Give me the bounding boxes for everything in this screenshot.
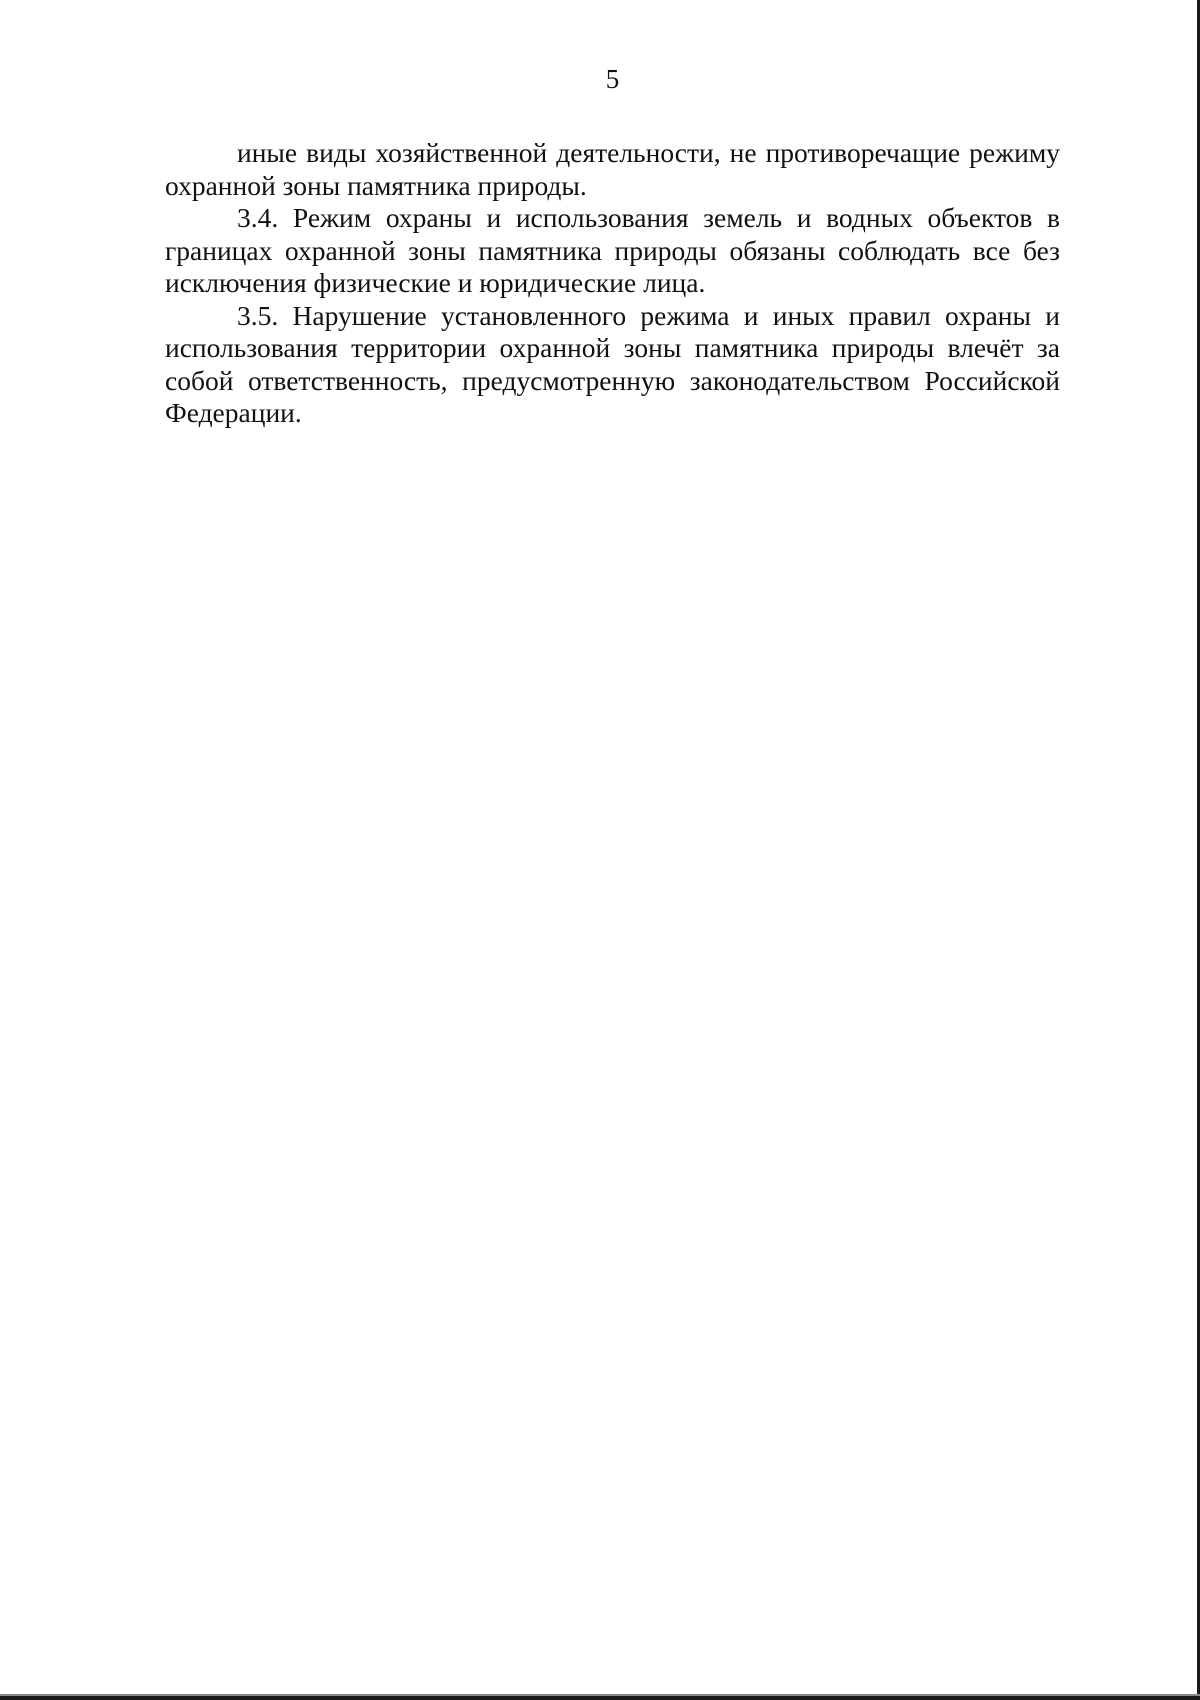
paragraph-continuation: иные виды хозяйственной деятельности, не противоречащие режиму охранной зоны памятника природы. xyxy=(165,137,1060,201)
document-body xyxy=(165,137,1060,430)
scan-edge-bottom xyxy=(0,1696,1200,1700)
paragraph-3-4: 3.4. Режим охраны и использования земель и водных объектов в границах охранной зоны памятника природы обязаны соблюдать все без исключения физические и юридические лица. xyxy=(165,202,1060,298)
paragraph-3-5: 3.5. Нарушение установленного режима и иных правил охраны и использования территории охранной зоны памятника природы влечёт за собой ответственность, предусмотренную законодательством Российской Федерации. xyxy=(165,299,1060,428)
page-number: 5 xyxy=(605,64,620,94)
